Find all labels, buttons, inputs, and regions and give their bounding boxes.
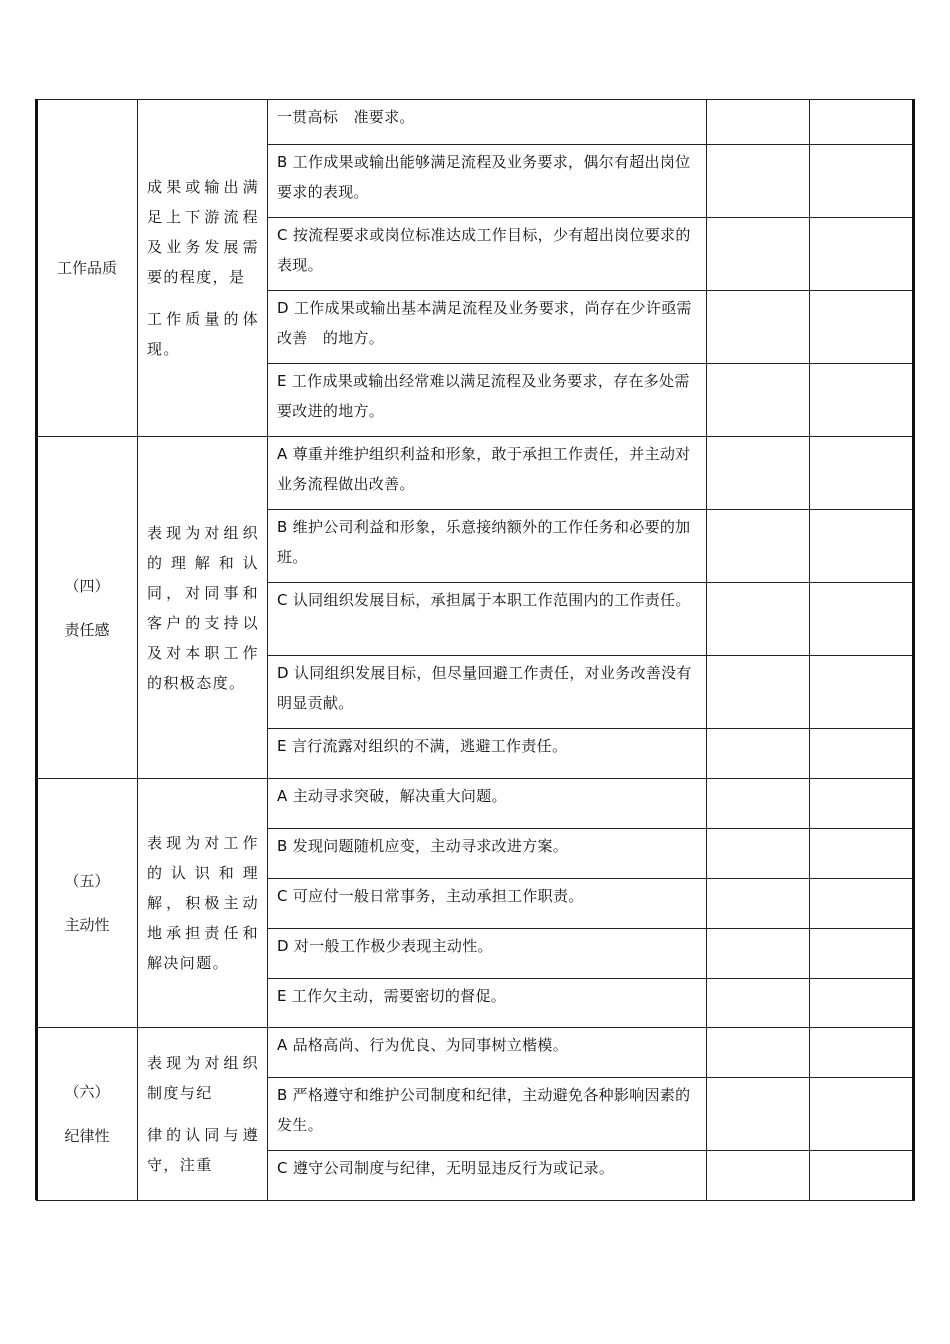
manager-score-cell[interactable] (810, 829, 915, 879)
self-score-cell[interactable] (707, 929, 810, 979)
self-score-cell[interactable] (707, 1078, 810, 1151)
level-criteria: A 主动寻求突破，解决重大问题。 (268, 779, 707, 829)
level-criteria: B 发现问题随机应变，主动寻求改进方案。 (268, 829, 707, 879)
self-score-cell[interactable] (707, 879, 810, 929)
self-score-cell[interactable] (707, 1028, 810, 1078)
manager-score-cell[interactable] (810, 656, 915, 729)
self-score-cell[interactable] (707, 218, 810, 291)
item-description-cell (138, 100, 268, 437)
item-number: （六） (64, 1083, 110, 1101)
manager-score-cell[interactable] (810, 1151, 915, 1201)
table-border-left (35, 99, 38, 1200)
level-criteria: B 工作成果或输出能够满足流程及业务要求，偶尔有超出岗位要求的表现。 (268, 145, 707, 218)
item-name-cell (37, 100, 138, 437)
level-criteria: C 可应付一般日常事务，主动承担工作职责。 (268, 879, 707, 929)
self-score-cell[interactable] (707, 145, 810, 218)
manager-score-cell[interactable] (810, 929, 915, 979)
manager-score-cell[interactable] (810, 729, 915, 779)
manager-score-cell[interactable] (810, 291, 915, 364)
level-criteria: C 遵守公司制度与纪律，无明显违反行为或记录。 (268, 1151, 707, 1201)
manager-score-cell[interactable] (810, 879, 915, 929)
self-score-cell[interactable] (707, 779, 810, 829)
item-number: （五） (64, 872, 110, 890)
manager-score-cell[interactable] (810, 145, 915, 218)
self-score-cell[interactable] (707, 729, 810, 779)
item-description: 表现为对组织制度与纪 (147, 1054, 259, 1102)
self-score-cell[interactable] (707, 583, 810, 656)
table-row (37, 1028, 915, 1078)
self-score-cell[interactable] (707, 100, 810, 145)
item-description-cell (138, 779, 268, 1028)
level-criteria: D 工作成果或输出基本满足流程及业务要求，尚存在少许亟需改善 的地方。 (268, 291, 707, 364)
table-border-right (912, 99, 915, 1200)
item-name-cell (37, 437, 138, 779)
manager-score-cell[interactable] (810, 100, 915, 145)
level-criteria: C 按流程要求或岗位标准达成工作目标，少有超出岗位要求的表现。 (268, 218, 707, 291)
item-description: 表现为对工作的认识和理解，积极主动地承担责任和解决问题。 (147, 834, 259, 972)
self-score-cell[interactable] (707, 510, 810, 583)
item-description-cell (138, 437, 268, 779)
level-criteria: E 言行流露对组织的不满，逃避工作责任。 (268, 729, 707, 779)
evaluation-sheet (36, 99, 914, 1200)
level-criteria: A 品格高尚、行为优良、为同事树立楷模。 (268, 1028, 707, 1078)
item-description: 律的认同与遵守，注重 (147, 1126, 259, 1174)
item-number: （四） (64, 576, 110, 595)
self-score-cell[interactable] (707, 291, 810, 364)
manager-score-cell[interactable] (810, 1028, 915, 1078)
self-score-cell[interactable] (707, 979, 810, 1028)
level-criteria: 一贯高标 准要求。 (268, 100, 707, 145)
level-criteria: B 维护公司利益和形象，乐意接纳额外的工作任务和必要的加班。 (268, 510, 707, 583)
level-criteria: A 尊重并维护组织利益和形象，敢于承担工作责任，并主动对业务流程做出改善。 (268, 437, 707, 510)
self-score-cell[interactable] (707, 364, 810, 437)
manager-score-cell[interactable] (810, 779, 915, 829)
table-row (37, 100, 915, 145)
table-row (37, 779, 915, 829)
self-score-cell[interactable] (707, 829, 810, 879)
item-name-cell (37, 779, 138, 1028)
item-name: 纪律性 (64, 1127, 110, 1145)
evaluation-table (36, 99, 915, 1201)
manager-score-cell[interactable] (810, 583, 915, 656)
level-criteria: D 认同组织发展目标，但尽量回避工作责任，对业务改善没有明显贡献。 (268, 656, 707, 729)
item-description-cell (138, 1028, 268, 1201)
level-criteria: B 严格遵守和维护公司制度和纪律，主动避免各种影响因素的发生。 (268, 1078, 707, 1151)
self-score-cell[interactable] (707, 1151, 810, 1201)
manager-score-cell[interactable] (810, 510, 915, 583)
item-name: 工作品质 (56, 259, 117, 277)
level-criteria: E 工作成果或输出经常难以满足流程及业务要求，存在多处需要改进的地方。 (268, 364, 707, 437)
table-row (37, 437, 915, 510)
manager-score-cell[interactable] (810, 364, 915, 437)
manager-score-cell[interactable] (810, 437, 915, 510)
item-description: 表现为对组织的理解和认同，对同事和客户的支持以及对本职工作的积极态度。 (147, 523, 259, 692)
level-criteria: E 工作欠主动，需要密切的督促。 (268, 979, 707, 1028)
manager-score-cell[interactable] (810, 218, 915, 291)
manager-score-cell[interactable] (810, 979, 915, 1028)
item-description: 成果或输出满足上下游流程及业务发展需要的程度，是 (147, 178, 259, 286)
item-name-cell (37, 1028, 138, 1201)
item-name: 主动性 (64, 916, 110, 934)
self-score-cell[interactable] (707, 437, 810, 510)
item-name: 责任感 (64, 620, 110, 639)
level-criteria: D 对一般工作极少表现主动性。 (268, 929, 707, 979)
level-criteria: C 认同组织发展目标，承担属于本职工作范围内的工作责任。 (268, 583, 707, 656)
item-description: 工作质量的体现。 (147, 310, 259, 358)
self-score-cell[interactable] (707, 656, 810, 729)
manager-score-cell[interactable] (810, 1078, 915, 1151)
